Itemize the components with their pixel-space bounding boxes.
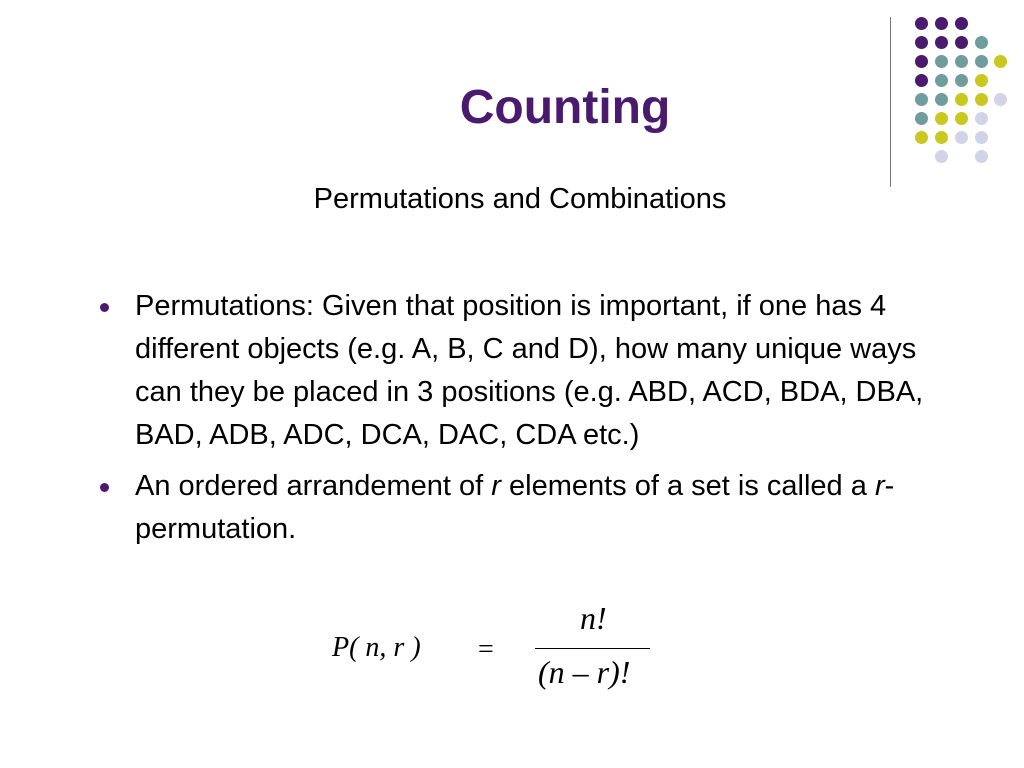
- decor-dot: [955, 74, 968, 87]
- decor-dot: [935, 150, 948, 163]
- decor-dot: [915, 131, 928, 144]
- bullet-list: [100, 285, 930, 559]
- decor-dot: [955, 131, 968, 144]
- decor-dot: [955, 93, 968, 106]
- decor-dot: [935, 17, 948, 30]
- decor-dot: [975, 131, 988, 144]
- bullet-item-permutations: [100, 285, 930, 457]
- decor-dot: [915, 112, 928, 125]
- decor-dot: [915, 74, 928, 87]
- decor-dot: [915, 55, 928, 68]
- formula-denominator: (n – r)!: [538, 654, 631, 690]
- variable-r: r: [491, 470, 501, 502]
- decor-dot: [935, 74, 948, 87]
- fraction-bar: [535, 648, 650, 649]
- decor-dot: [935, 93, 948, 106]
- decor-dot: [975, 93, 988, 106]
- decor-dot: [915, 93, 928, 106]
- decor-dot: [975, 112, 988, 125]
- decor-dot: [975, 74, 988, 87]
- decor-dot: [955, 17, 968, 30]
- decorative-divider: [890, 17, 891, 187]
- bullet-icon: [100, 303, 109, 312]
- decor-dot: [915, 36, 928, 49]
- decor-dot: [935, 131, 948, 144]
- decor-dot: [935, 36, 948, 49]
- bullet-text-part: elements of a set is called a: [500, 470, 875, 502]
- formula-numerator: n!: [580, 600, 607, 636]
- decor-dot: [935, 55, 948, 68]
- formula-equals: =: [478, 634, 494, 665]
- decor-dot: [975, 150, 988, 163]
- decor-dot: [915, 17, 928, 30]
- decor-dot: [994, 93, 1007, 106]
- bullet-icon: [100, 483, 109, 492]
- decor-dot: [975, 55, 988, 68]
- bullet-item-r-permutation: [100, 465, 930, 551]
- bullet-text-part: An ordered arrandement of: [135, 470, 492, 502]
- decor-dot: [955, 36, 968, 49]
- decor-dot: [955, 112, 968, 125]
- decor-dot: [994, 55, 1007, 68]
- slide-subtitle: Permutations and Combinations: [313, 183, 727, 215]
- decor-dot: [935, 112, 948, 125]
- formula-lhs: P( n, r ): [332, 632, 421, 663]
- variable-r: r: [874, 470, 885, 502]
- decor-dot: [975, 36, 988, 49]
- decor-dot: [955, 55, 968, 68]
- slide-title: Counting: [459, 81, 671, 134]
- bullet-text-part: -permutation.: [135, 470, 895, 545]
- bullet-text: Permutations: Given that position is important, if one has 4 different objects (e.g. A, B, C and D), how many unique ways can they be placed in 3 positions (e.g. ABD, ACD, BDA, DBA, BAD, ADB, ADC, DCA, DAC, CDA etc.): [135, 290, 924, 451]
